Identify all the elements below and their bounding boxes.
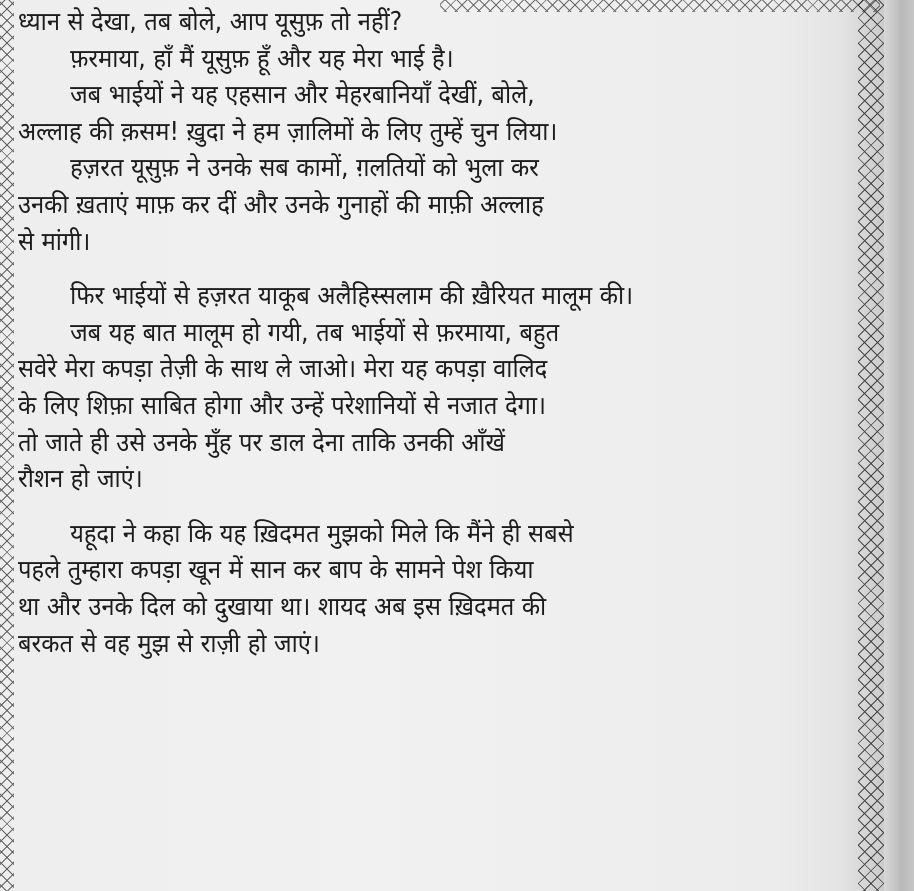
paragraph xyxy=(18,516,795,662)
text-line: सवेरे मेरा कपड़ा तेज़ी के साथ ले जाओ। मेरा यह कपड़ा वालिद xyxy=(18,354,548,385)
page-body-text xyxy=(18,4,795,662)
text-line: ध्यान से देखा, तब बोले, आप यूसुफ़ तो नहीं? xyxy=(18,7,403,37)
text-line: जब भाईयों ने यह एहसान और मेहरबानियाँ देखीं, बोले, xyxy=(70,80,535,111)
text-line: अल्लाह की क़सम! ख़ुदा ने हम ज़ालिमों के लिए तुम्हें चुन लिया। xyxy=(18,116,558,147)
page-gutter-shadow xyxy=(884,0,914,891)
paragraph xyxy=(18,278,795,315)
paragraph xyxy=(18,41,795,78)
text-line: जब यह बात मालूम हो गयी, तब भाईयों से फ़रमाया, बहुत xyxy=(70,317,560,348)
decorative-lattice-border-left xyxy=(0,0,14,891)
text-line: उनकी ख़ताएं माफ़ कर दीं और उनके गुनाहों की माफ़ी अल्लाह xyxy=(18,189,544,220)
text-line: पहले तुम्हारा कपड़ा खून में सान कर बाप के सामने पेश किया xyxy=(18,555,534,586)
paragraph-gap xyxy=(18,260,795,278)
text-line: था और उनके दिल को दुखाया था। शायद अब इस ख़िदमत की xyxy=(18,591,547,622)
paragraph xyxy=(18,77,795,150)
text-line: रौशन हो जाएं। xyxy=(18,464,143,495)
text-line: के लिए शिफ़ा साबित होगा और उन्हें परेशानियों से नजात देगा। xyxy=(18,390,547,421)
paragraph xyxy=(18,4,795,41)
text-line: यहूदा ने कहा कि यह ख़िदमत मुझको मिले कि मैंने ही सबसे xyxy=(70,518,574,549)
decorative-lattice-border-right xyxy=(858,0,884,891)
text-line: से मांगी। xyxy=(18,226,91,257)
text-line: फिर भाईयों से हज़रत याकूब अलैहिस्सलाम की ख़ैरियत मालूम की। xyxy=(70,281,634,312)
text-line: बरकत से वह मुझ से राज़ी हो जाएं। xyxy=(18,628,320,659)
paragraph-gap xyxy=(18,498,795,516)
text-line: तो जाते ही उसे उनके मुँह पर डाल देना ताकि उनकी आँखें xyxy=(18,427,505,458)
paragraph xyxy=(18,315,795,498)
text-line: हज़रत यूसुफ़ ने उनके सब कामों, ग़लतियों को भुला कर xyxy=(70,153,539,184)
text-line: फ़रमाया, हाँ मैं यूसुफ़ हूँ और यह मेरा भाई है। xyxy=(70,43,454,74)
paragraph xyxy=(18,150,795,260)
